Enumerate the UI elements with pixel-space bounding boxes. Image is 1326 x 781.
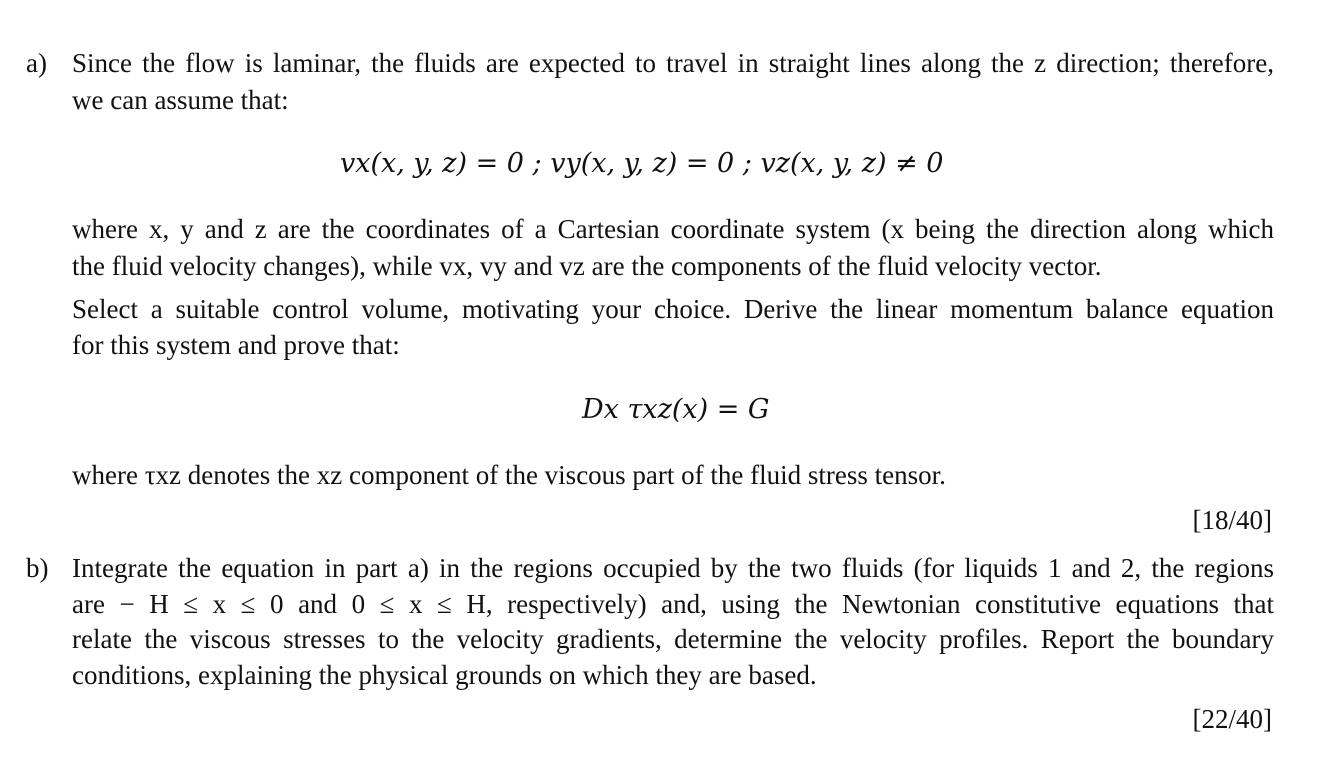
- part-b-line-3: relate the viscous stresses to the velocity gradients, determine the velocity profiles. Report the boundary: [72, 624, 1274, 654]
- part-b-line-1: Integrate the equation in part a) in the regions occupied by the two fluids (for liquids 1 and 2, the regions: [72, 553, 1274, 583]
- part-b-line-2: are − H ≤ x ≤ 0 and 0 ≤ x ≤ H, respectively) and, using the Newtonian constitutive equations that: [72, 589, 1274, 619]
- part-a-line-6: for this system and prove that:: [72, 330, 400, 360]
- part-a-label: a): [26, 48, 47, 78]
- part-b-line-4: conditions, explaining the physical grounds on which they are based.: [72, 660, 817, 690]
- part-a-line-3: where x, y and z are the coordinates of a Cartesian coordinate system (x being the direction along which: [72, 214, 1274, 244]
- part-a-line-2: we can assume that:: [72, 85, 289, 115]
- velocity-components-equation: vx(x, y, z) = 0 ; vy(x, y, z) = 0 ; vz(x, y, z) ≠ 0: [340, 148, 944, 179]
- momentum-balance-equation: Dx τxz(x) = G: [582, 394, 770, 425]
- part-a-line-7: where τxz denotes the xz component of the viscous part of the fluid stress tensor.: [72, 460, 946, 490]
- part-a-line-1: Since the flow is laminar, the fluids are expected to travel in straight lines along the z direction; therefore,: [72, 48, 1274, 78]
- part-b-label: b): [26, 553, 49, 583]
- part-a-marks: [18/40]: [1192, 505, 1272, 535]
- part-a-line-5: Select a suitable control volume, motivating your choice. Derive the linear momentum balance equation: [72, 294, 1274, 324]
- part-b-marks: [22/40]: [1192, 704, 1272, 734]
- part-a-line-4: the fluid velocity changes), while vx, vy and vz are the components of the fluid velocity vector.: [72, 251, 1102, 281]
